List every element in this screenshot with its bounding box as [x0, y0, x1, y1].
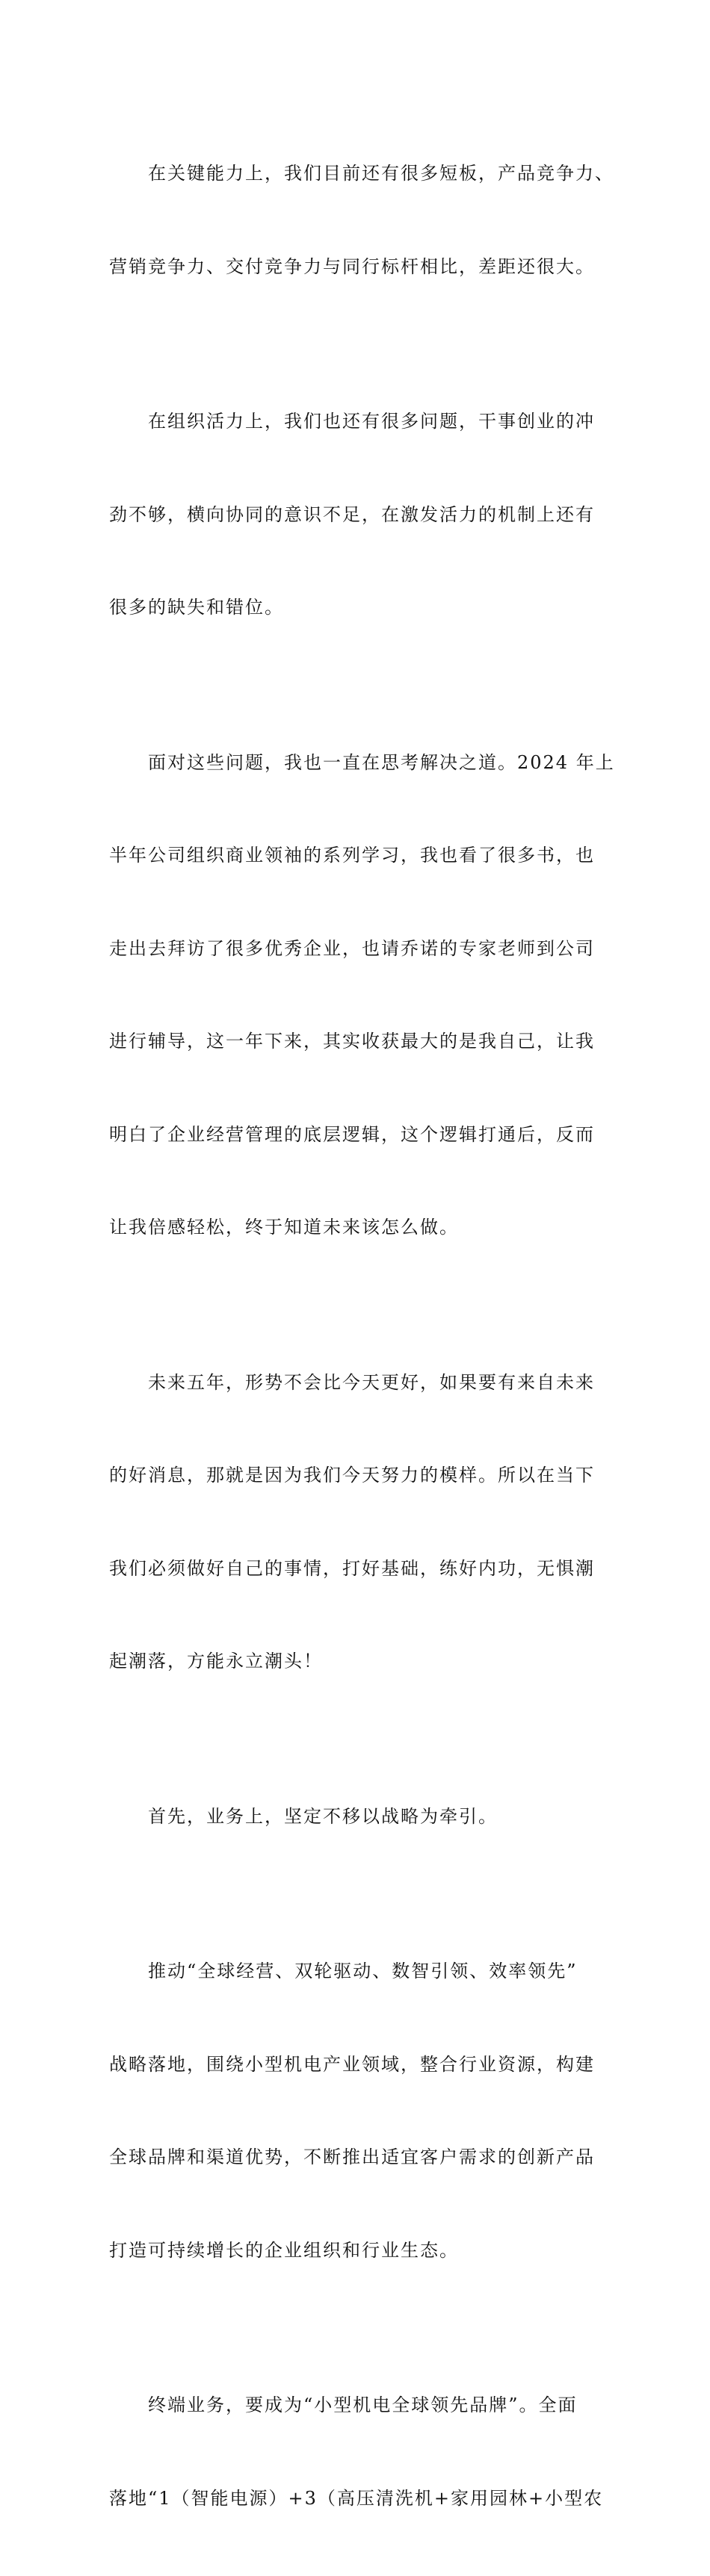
paragraph-terminal-business	[109, 2328, 610, 2576]
text-line: 面对这些问题，我也一直在思考解决之道。2024 年上	[148, 751, 615, 773]
text-line: 未来五年，形势不会比今天更好，如果要有来自未来	[148, 1371, 595, 1393]
text-line: 终端业务，要成为“小型机电全球领先品牌”。全面	[148, 2395, 578, 2415]
text-line: 起潮落，方能永立潮头！	[109, 1651, 323, 1672]
document-body	[109, 96, 615, 2576]
text-line: 在关键能力上，我们目前还有很多短板，产品竞争力、	[148, 163, 614, 184]
text-line: 推动“全球经营、双轮驱动、数智引领、效率领先”	[148, 1961, 578, 1981]
text-line: 很多的缺失和错位。	[109, 597, 284, 618]
text-line: 明白了企业经营管理的底层逻辑，这个逻辑打通后，反而	[109, 1123, 595, 1145]
text-line: 全球品牌和渠道优势，不断推出适宜客户需求的创新产品	[109, 2147, 595, 2167]
paragraph-business-strategy	[109, 1739, 610, 1895]
paragraph-organizational-vitality	[109, 344, 610, 686]
text-line: 劲不够，横向协同的意识不足，在激发活力的机制上还有	[109, 503, 595, 525]
paragraph-strategy-implementation	[109, 1894, 610, 2328]
text-line: 让我倍感轻松，终于知道未来该怎么做。	[109, 1217, 459, 1238]
text-line: 落地“1（智能电源）+3（高压清洗机+家用园林+小型农	[109, 2487, 604, 2509]
paragraph-next-five-years	[109, 1306, 610, 1739]
paragraph-facing-problems	[109, 686, 615, 1306]
text-line: 我们必须做好自己的事情，打好基础，练好内功，无惧潮	[109, 1557, 595, 1579]
text-line: 营销竞争力、交付竞争力与同行标杆相比，差距还很大。	[109, 255, 595, 277]
text-line: 战略落地，围绕小型机电产业领域，整合行业资源，构建	[109, 2053, 595, 2075]
text-line: 在组织活力上，我们也还有很多问题，干事创业的冲	[148, 411, 595, 432]
text-line: 半年公司组织商业领袖的系列学习，我也看了很多书，也	[109, 845, 595, 866]
text-line: 走出去拜访了很多优秀企业，也请乔诺的专家老师到公司	[109, 937, 595, 959]
text-line: 打造可持续增长的企业组织和行业生态。	[109, 2239, 459, 2261]
text-line: 进行辅导，这一年下来，其实收获最大的是我自己，让我	[109, 1031, 595, 1052]
text-line: 的好消息，那就是因为我们今天努力的模样。所以在当下	[109, 1465, 595, 1486]
paragraph-key-capabilities	[109, 96, 614, 344]
text-line: 首先，业务上，坚定不移以战略为牵引。	[148, 1805, 498, 1827]
